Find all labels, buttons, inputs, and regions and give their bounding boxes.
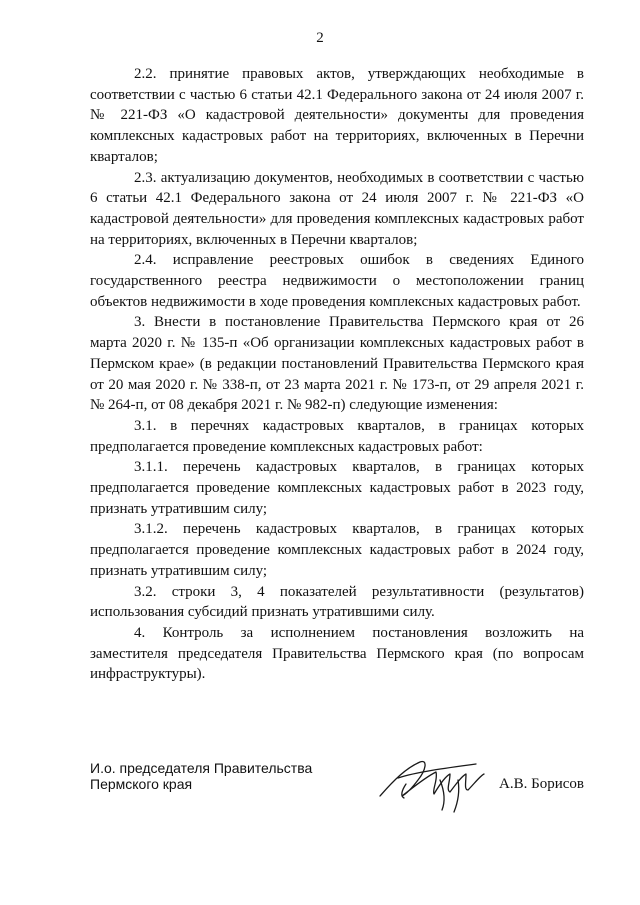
page-number: 2	[316, 30, 324, 46]
signatory-position	[90, 760, 312, 792]
paragraph-3: 3. Внести в постановление Правительства Пермского края от 26 марта 2020 г. № 135-п «Об организации комплексных кадастровых работ в Пермском крае» (в редакции постановлений Правительства Пермского края от 20 мая 2020 г. № 338-п, от 23 марта 2021 г. № 173-п, от 29 апреля 2021 г. № 264-п, от 08 декабря 2021 г. № 982-п) следующие изменения:	[90, 314, 584, 414]
handwritten-signature	[376, 750, 496, 814]
paragraph-2-4: 2.4. исправление реестровых ошибок в сведениях Единого государственного реестра недвижимости о местоположении границ объектов недвижимости в ходе проведения комплексных кадастровых работ.	[90, 252, 584, 310]
paragraph-2-3: 2.3. актуализацию документов, необходимых в соответствии с частью 6 статьи 42.1 Федерального закона от 24 июля 2007 г. № 221-ФЗ «О кадастровой деятельности» для проведения комплексных кадастровых работ на территориях, включенных в Перечни кварталов;	[90, 169, 584, 248]
document-body	[90, 64, 584, 685]
position-line-2: Пермского края	[90, 776, 193, 792]
paragraph-3-1-1: 3.1.1. перечень кадастровых кварталов, в границах которых предполагается проведение комплексных кадастровых работ в 2023 году, признать утратившим силу;	[90, 459, 584, 517]
paragraph-2-2: 2.2. принятие правовых актов, утверждающих необходимые в соответствии с частью 6 статьи 42.1 Федерального закона от 24 июля 2007 г. № 221-ФЗ «О кадастровой деятельности» документы для проведения комплексных кадастровых работ на территориях, включенных в Перечни кварталов;	[90, 66, 584, 165]
paragraph-3-2: 3.2. строки 3, 4 показателей результативности (результатов) использования субсидий признать утратившими силу.	[90, 583, 584, 621]
paragraph-3-1-2: 3.1.2. перечень кадастровых кварталов, в границах которых предполагается проведение комплексных кадастровых работ в 2024 году, признать утратившим силу;	[90, 521, 584, 579]
paragraph-3-1: 3.1. в перечнях кадастровых кварталов, в границах которых предполагается проведение комплексных кадастровых работ:	[90, 417, 584, 455]
signatory-name: А.В. Борисов	[499, 776, 584, 792]
signature-block	[90, 760, 584, 830]
paragraph-4: 4. Контроль за исполнением постановления возложить на заместителя председателя Правительства Пермского края (по вопросам инфраструктуры).	[90, 624, 584, 683]
position-line-1: И.о. председателя Правительства	[90, 760, 313, 776]
